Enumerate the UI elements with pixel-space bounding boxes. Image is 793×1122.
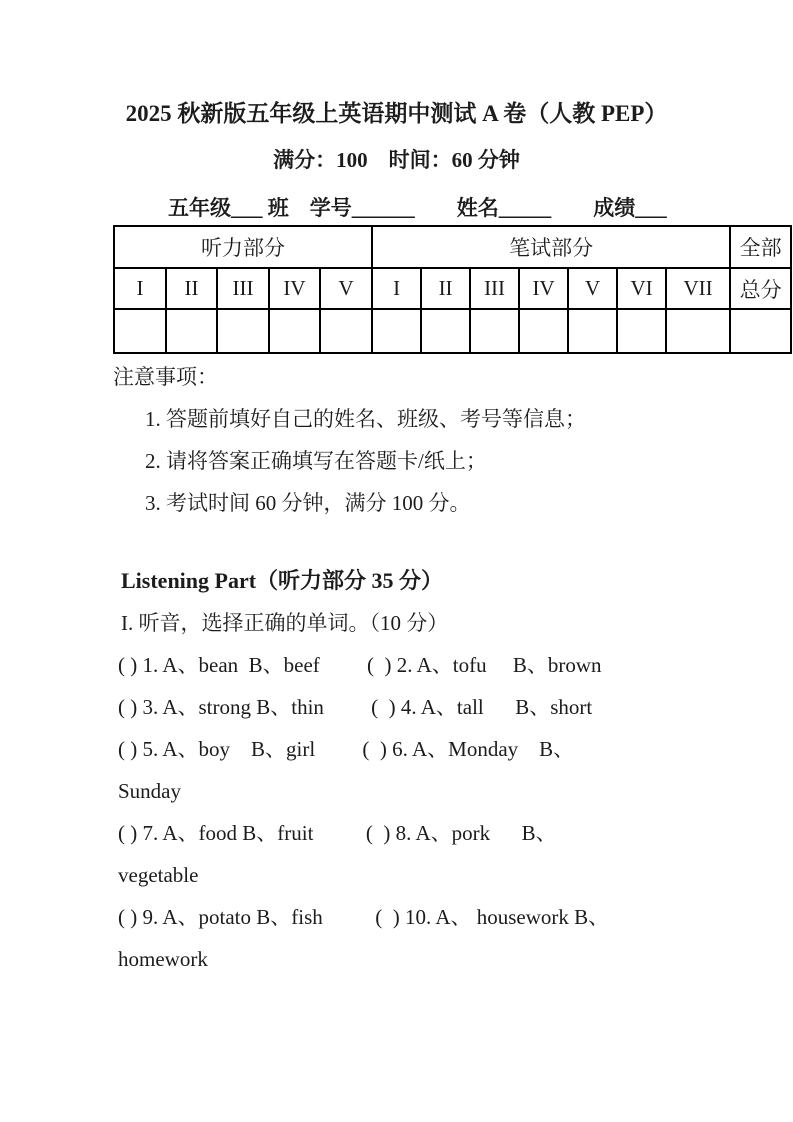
- score-entry-cell: [730, 309, 791, 353]
- score-col-header: III: [217, 268, 269, 309]
- score-entry-cell: [217, 309, 269, 353]
- score-col-header: 总分: [730, 268, 791, 309]
- note-item: 3. 考试时间 60 分钟，满分 100 分。: [145, 491, 471, 515]
- listening-section1-title: I. 听音，选择正确的单词。（10 分）: [121, 611, 449, 635]
- score-table-columns-row: [114, 268, 791, 309]
- score-time-line: 满分：100 时间：60 分钟: [273, 148, 520, 172]
- score-col-header: I: [114, 268, 166, 309]
- note-item: 1. 答题前填好自己的姓名、班级、考号等信息；: [145, 407, 586, 431]
- question-line: ( ) 1. A、bean B、beef ( ) 2. A、tofu B、brown: [118, 653, 602, 677]
- question-line: ( ) 7. A、food B、fruit ( ) 8. A、pork B、: [118, 821, 557, 845]
- notes-heading: 注意事项：: [113, 365, 218, 389]
- score-entry-cell: [470, 309, 519, 353]
- question-line: ( ) 9. A、potato B、fish ( ) 10. A、 housework B、: [118, 905, 610, 929]
- score-col-header: I: [372, 268, 421, 309]
- score-table: [113, 225, 792, 354]
- score-entry-cell: [320, 309, 372, 353]
- score-col-header: II: [166, 268, 217, 309]
- question-line: ( ) 3. A、strong B、thin ( ) 4. A、tall B、short: [118, 695, 593, 719]
- question-line-continuation: vegetable: [118, 863, 199, 887]
- score-col-header: V: [320, 268, 372, 309]
- score-col-header: VI: [617, 268, 666, 309]
- score-col-header: IV: [519, 268, 568, 309]
- score-col-header: V: [568, 268, 617, 309]
- score-table-group-row: [114, 226, 791, 268]
- score-entry-cell: [519, 309, 568, 353]
- score-col-header: II: [421, 268, 470, 309]
- score-group-listening: 听力部分: [114, 226, 372, 268]
- score-table-entry-row: [114, 309, 791, 353]
- score-entry-cell: [269, 309, 320, 353]
- score-entry-cell: [617, 309, 666, 353]
- question-line-continuation: Sunday: [118, 779, 181, 803]
- note-item: 2. 请将答案正确填写在答题卡/纸上；: [145, 449, 487, 473]
- student-info-line: 五年级___ 班 学号______ 姓名_____ 成绩___: [168, 196, 667, 220]
- score-entry-cell: [166, 309, 217, 353]
- score-entry-cell: [114, 309, 166, 353]
- score-col-header: IV: [269, 268, 320, 309]
- score-group-total: 全部: [730, 226, 791, 268]
- question-line-continuation: homework: [118, 947, 208, 971]
- score-col-header: VII: [666, 268, 730, 309]
- page-title: 2025 秋新版五年级上英语期中测试 A 卷（人教 PEP）: [125, 101, 668, 126]
- score-entry-cell: [666, 309, 730, 353]
- score-col-header: III: [470, 268, 519, 309]
- score-entry-cell: [372, 309, 421, 353]
- score-entry-cell: [421, 309, 470, 353]
- score-group-written: 笔试部分: [372, 226, 730, 268]
- score-entry-cell: [568, 309, 617, 353]
- question-line: ( ) 5. A、boy B、girl ( ) 6. A、Monday B、: [118, 737, 575, 761]
- listening-part-heading: Listening Part（听力部分 35 分）: [121, 568, 444, 593]
